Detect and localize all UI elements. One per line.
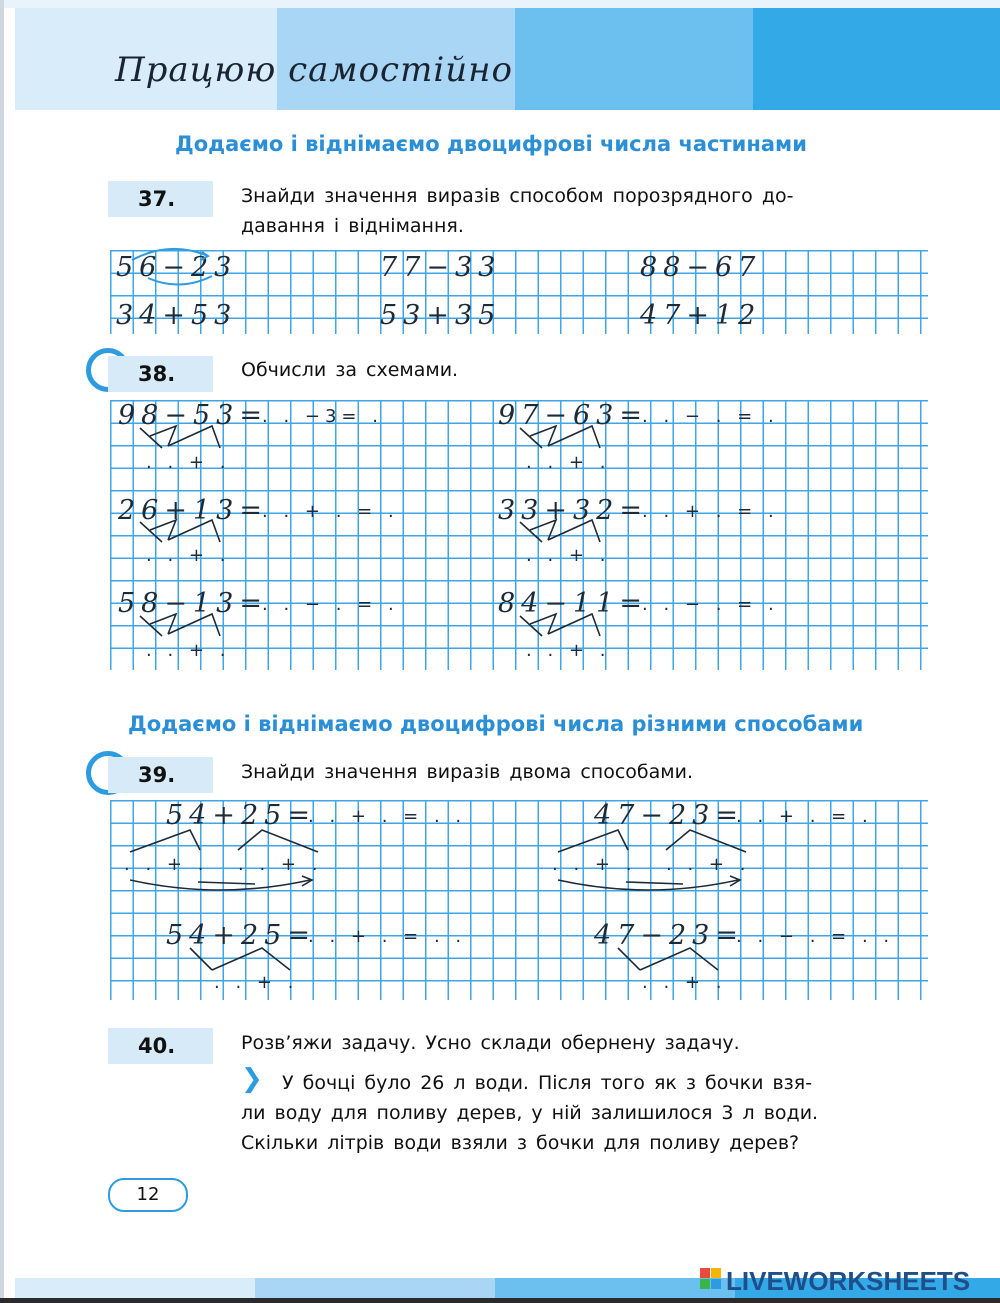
t39-sub-3: . . + . bbox=[552, 854, 637, 875]
t39-expr-c: 54+25= bbox=[166, 920, 316, 951]
task-38-number: 38. bbox=[108, 356, 213, 392]
t38-right-tail-3: . . − . = . bbox=[642, 594, 779, 615]
t38-right-1: 97−63= bbox=[498, 400, 648, 431]
t39-expr-b: 47−23= bbox=[594, 800, 744, 831]
t39-sub-4: . . + . bbox=[666, 854, 751, 875]
t38-left-tail-3: . . − . = . bbox=[262, 594, 399, 615]
t39-sub-2: . . + . bbox=[238, 854, 323, 875]
task-37-number: 37. bbox=[108, 181, 213, 217]
task-40-problem-1: У бочці було 26 л води. Після того як з бочки взя- bbox=[282, 1072, 813, 1094]
t38-sub-right-3: . . + . bbox=[526, 640, 611, 661]
t38-left-2: 26+13= bbox=[118, 495, 268, 526]
watermark-logo bbox=[700, 1268, 722, 1290]
t37-expr-5: 53+35 bbox=[380, 300, 502, 331]
task-40-number: 40. bbox=[108, 1028, 213, 1064]
t37-expr-2: 77−33 bbox=[380, 252, 502, 283]
task-39-text: Знайди значення виразів двома способами. bbox=[241, 761, 694, 783]
t37-expr-3: 88−67 bbox=[640, 252, 762, 283]
t38-sub-left-2: . . + . bbox=[146, 545, 231, 566]
task-37-text-1: Знайди значення виразів способом порозрядного до- bbox=[241, 185, 794, 207]
section-title-2: Додаємо і віднімаємо двоцифрові числа різними способами bbox=[128, 712, 864, 736]
page-number: 12 bbox=[108, 1178, 188, 1212]
t39-tail-c: . . + . = . . bbox=[308, 926, 467, 947]
t38-right-tail-1: . . − . = . bbox=[642, 406, 779, 427]
task-40-problem-3: Скільки літрів води взяли з бочки для поливу дерев? bbox=[241, 1132, 800, 1154]
task-39-number: 39. bbox=[108, 757, 213, 793]
bottom-edge bbox=[0, 1298, 1000, 1303]
header-title: Працюю самостійно bbox=[115, 50, 513, 90]
t38-left-1: 98−53= bbox=[118, 400, 268, 431]
t38-right-3: 84−11= bbox=[498, 588, 648, 619]
task-37-text-2: давання і віднімання. bbox=[241, 215, 464, 237]
t38-right-2: 33+32= bbox=[498, 495, 648, 526]
t37-expr-4: 34+53 bbox=[116, 300, 238, 331]
task-38-text: Обчисли за схемами. bbox=[241, 359, 459, 381]
t39-sub-5: . . + . bbox=[214, 972, 299, 993]
t38-right-tail-2: . . + . = . bbox=[642, 501, 779, 522]
chevron-right-icon: ❯ bbox=[241, 1064, 263, 1094]
t39-sub-1: . . + . bbox=[124, 854, 209, 875]
t37-expr-1: 56−23 bbox=[116, 252, 238, 283]
t38-left-tail-2: . . + . = . bbox=[262, 501, 399, 522]
t39-sub-6: . . + . bbox=[642, 972, 727, 993]
t38-sub-left-3: . . + . bbox=[146, 640, 231, 661]
watermark-text: LIVEWORKSHEETS bbox=[726, 1266, 971, 1296]
t39-expr-a: 54+25= bbox=[166, 800, 316, 831]
t39-tail-d: . . − . = . . bbox=[736, 926, 895, 947]
t38-left-tail-1: . . −3= . bbox=[262, 406, 383, 427]
t38-sub-left-1: . . + . bbox=[146, 452, 231, 473]
t38-left-3: 58−13= bbox=[118, 588, 268, 619]
task-40-text: Розв’яжи задачу. Усно склади обернену задачу. bbox=[241, 1032, 740, 1054]
section-title-1: Додаємо і віднімаємо двоцифрові числа частинами bbox=[175, 132, 807, 156]
t39-tail-a: . . + . = . . bbox=[308, 806, 467, 827]
t37-expr-6: 47+12 bbox=[640, 300, 762, 331]
t39-expr-d: 47−23= bbox=[594, 920, 744, 951]
t38-sub-right-1: . . + . bbox=[526, 452, 611, 473]
t39-tail-b: . . + . = . bbox=[736, 806, 873, 827]
task-40-problem-2: ли воду для поливу дерев, у ній залишилося 3 л води. bbox=[241, 1102, 819, 1124]
t38-sub-right-2: . . + . bbox=[526, 545, 611, 566]
